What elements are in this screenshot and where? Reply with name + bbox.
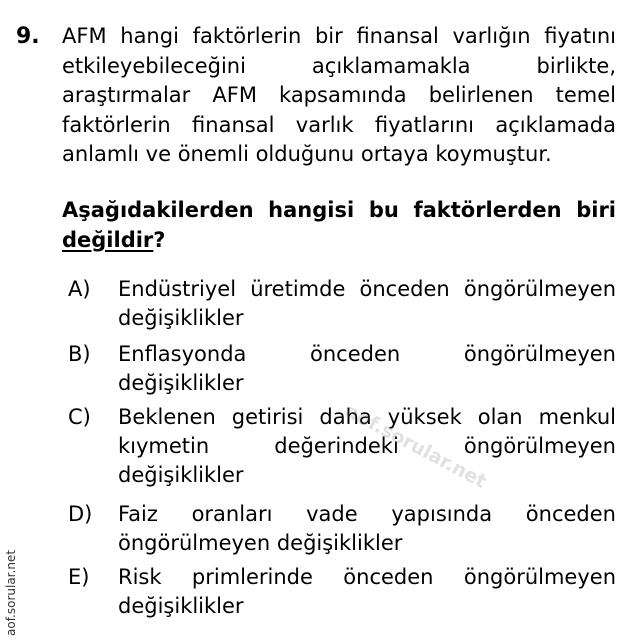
option-e[interactable] — [68, 563, 616, 621]
question-number: 9. — [16, 24, 40, 49]
option-text: Enflasyonda önceden öngörülmeyen değişiklikler — [118, 342, 616, 395]
option-a[interactable] — [68, 275, 616, 333]
option-letter: C) — [68, 405, 91, 429]
side-watermark: aof.sorular.net — [4, 549, 18, 636]
watermark: aof.sorular.net — [341, 400, 491, 493]
prompt-main: Aşağıdakilerden hangisi bu faktörlerden biri — [62, 198, 616, 222]
option-d[interactable] — [68, 500, 616, 558]
option-text: Beklenen getirisi daha yüksek olan menkul kıymetin değerindeki öngörülmeyen değişiklikler — [118, 405, 616, 487]
question-prompt — [62, 196, 616, 255]
prompt-emphasis: değildir — [62, 227, 154, 252]
option-text: Faiz oranları vade yapısında önceden öngörülmeyen değişiklikler — [118, 502, 616, 555]
option-text: Endüstriyel üretimde önceden öngörülmeyen değişiklikler — [118, 277, 616, 330]
option-letter: A) — [68, 277, 91, 301]
option-text: Risk primlerinde önceden öngörülmeyen değişiklikler — [118, 565, 616, 618]
option-b[interactable] — [68, 340, 616, 398]
option-letter: E) — [68, 565, 90, 589]
option-letter: D) — [68, 502, 93, 526]
prompt-end: ? — [153, 227, 166, 252]
option-letter: B) — [68, 342, 91, 366]
question-stem: AFM hangi faktörlerin bir finansal varlığın fiyatını etkileyebileceğini açıklamamakla birlikte, araştırmalar AFM kapsamında belirlenen temel faktörlerin finansal varlık fiyatlarını açıklamada anlamlı ve önemli olduğunu ortaya koymuştur. — [62, 24, 616, 166]
